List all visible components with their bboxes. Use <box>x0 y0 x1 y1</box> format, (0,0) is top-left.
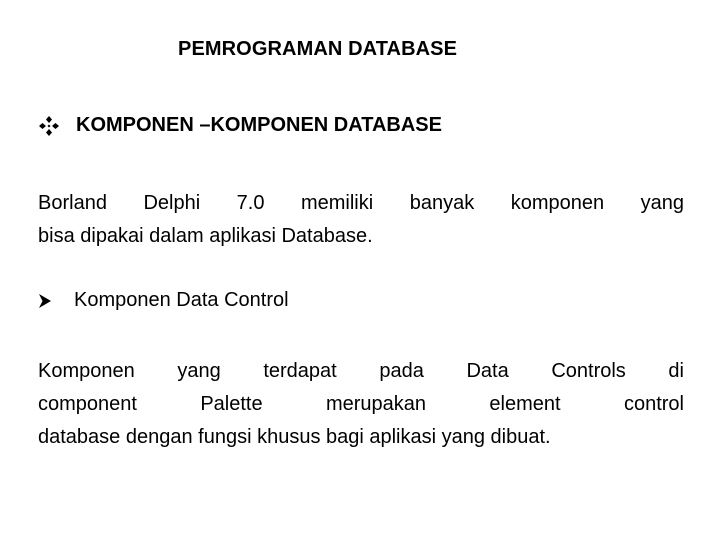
arrow-bullet-icon <box>38 293 52 309</box>
paragraph-data-control <box>38 355 684 454</box>
section-heading <box>38 114 442 137</box>
paragraph-line: Komponen yang terdapat pada Data Controls di <box>38 360 684 382</box>
paragraph-line: component Palette merupakan element control <box>38 393 684 415</box>
slide-title: PEMROGRAMAN DATABASE <box>178 38 458 60</box>
subheading-label: Komponen Data Control <box>74 289 289 311</box>
diamond-quad-bullet-icon <box>38 115 60 137</box>
paragraph-line: database dengan fungsi khusus bagi aplikasi yang dibuat. <box>38 426 551 448</box>
paragraph-line: Borland Delphi 7.0 memiliki banyak komponen yang <box>38 192 684 214</box>
subheading <box>38 289 289 312</box>
paragraph-line: bisa dipakai dalam aplikasi Database. <box>38 225 373 247</box>
paragraph-intro <box>38 187 684 253</box>
section-heading-label: KOMPONEN –KOMPONEN DATABASE <box>76 114 442 136</box>
